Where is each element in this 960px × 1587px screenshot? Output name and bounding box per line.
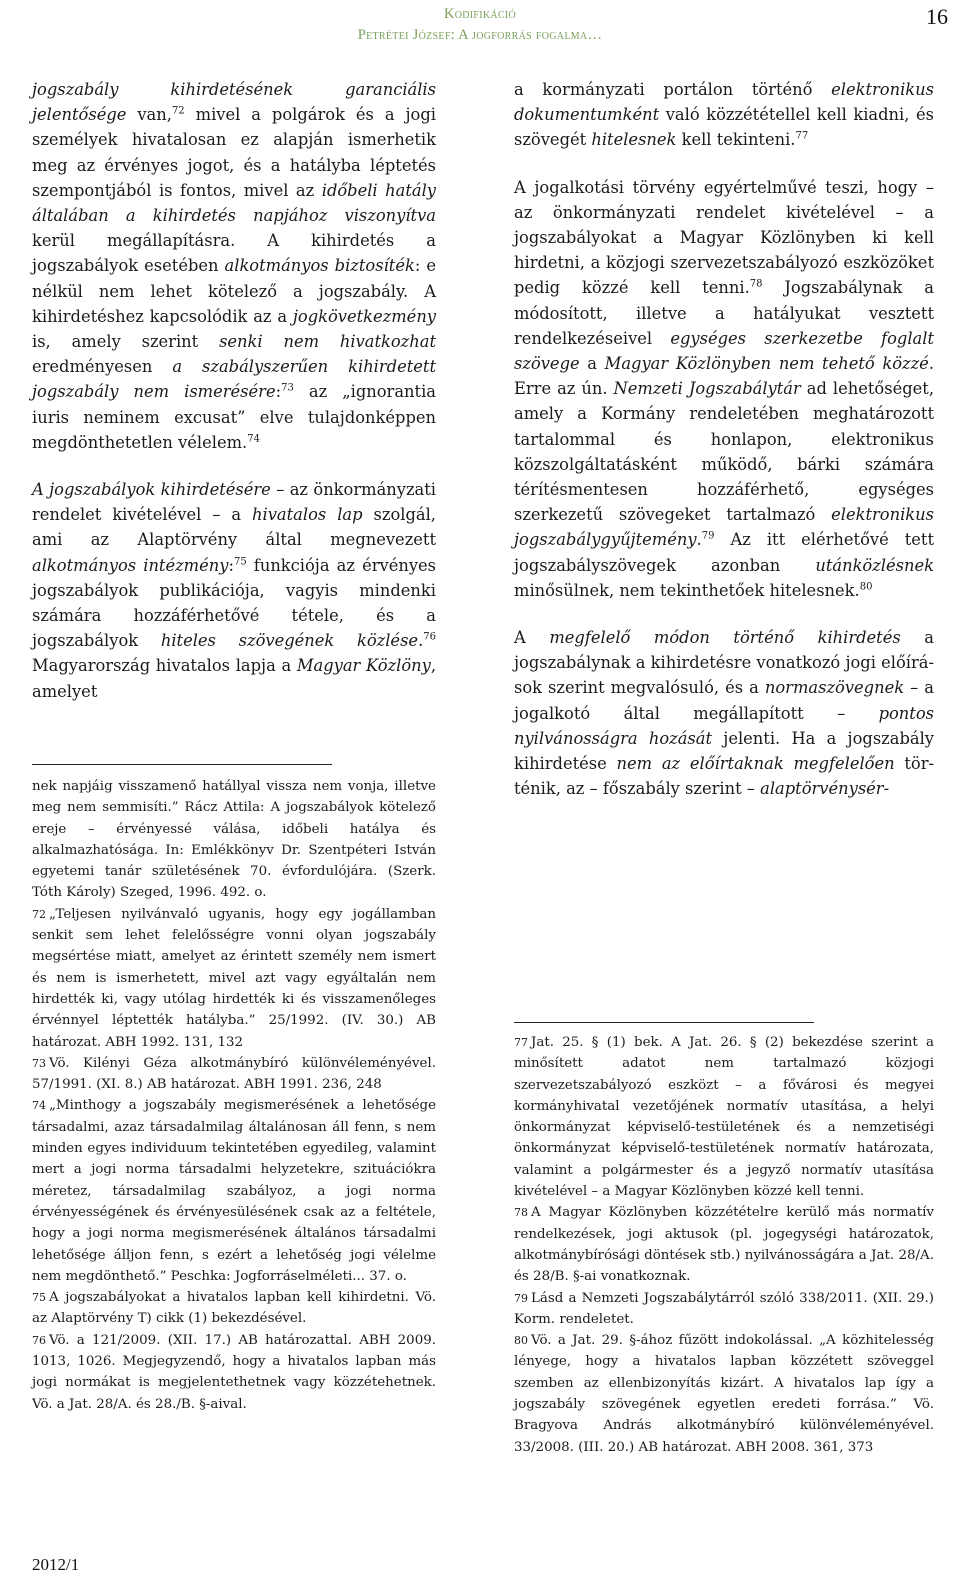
emphasis: alkotmányos biztosíték [224,256,415,276]
footnote [32,1287,436,1330]
emphasis: Magyar Közlönyben nem tehető közzé [604,354,929,374]
footnote [32,776,436,904]
emphasis: hivatalos lap [252,505,363,525]
text-run: való közzététellel kell kiadni, és szövegét [514,105,934,150]
text-run: Jogszabálynak a módosított, illetve a hatályukat vesztett rendelkezéseivel [514,278,934,348]
footnote-text: Vö. a Jat. 29. §-ához fűzött indokolással. „A közhitelesség lényege, hogy a hivatalos lapban közzétett szöveggel szemben az ellenbizonyítás kizárt. A hivatalos lap így a jogszabály szövegének egyetlen eredeti forrása.” Vö. Bragyova András alkotmánybíró különvéleményével. 33/2008. (III. 20.) AB határozat. ABH 2008. 361, 373 [514,1333,934,1455]
text-run: a kormányzati portálon történő [514,80,832,99]
text-run: : [275,382,282,402]
text-run: mivel a polgárok és a jogi személyek hivatalosan ez alapján ismerhetik meg az érvényes jogot, és a hatályba léptetés szempontjából is fontos, mivel az [32,105,436,200]
right-column [514,77,934,823]
footnote-number: 79 [514,1291,528,1305]
text-run: eredményesen [32,357,173,377]
emphasis: elektronikus jogszabálygyűjtemény [514,505,934,550]
text-run: a [579,354,605,374]
footnote-number: 75 [32,1291,46,1305]
journal-title: Kodifikáció [443,6,517,22]
emphasis: pontos nyilvánosságra hozását [514,703,934,748]
text-run: : e nélkül nem lehet kötelező a jogszabály. A kihirdetéshez kapcsolódik az a [32,256,436,326]
running-title: Petrétei József: A jogforrás fogalma… [357,27,603,43]
footnote-ref: 80 [859,581,873,593]
text-run: kerül megállapításra. A kihirdetés a jogszabályok esetében [32,231,436,276]
footnote-number: 76 [32,1333,46,1347]
footnote [32,904,436,1053]
footnote [32,1095,436,1287]
emphasis: jogszabály kihirdetésének garanciális jelentősége [32,80,436,125]
emphasis: a szabályszerűen kihirdetett jogszabály nem ismerésére [32,357,436,402]
left-column [32,77,436,726]
text-run: , amelyet [32,656,436,701]
footnote-number: 74 [32,1099,46,1113]
footnote [514,1330,934,1458]
footnote-number: 73 [32,1056,46,1070]
text-run: : [228,555,234,575]
footnote [514,1202,934,1287]
text-run: minősülnek, nem tekinthetőek hitelesnek. [514,580,860,600]
text-run: . Erre az ún. [514,354,934,399]
footnote [514,1032,934,1202]
footnote-ref: 74 [247,433,260,445]
emphasis: senki nem hivatkozhat [219,332,436,352]
emphasis: időbeli hatály általában a kihirdetés napjához viszonyítva [32,180,436,226]
footnotes-right [514,1032,934,1458]
footnote-separator [514,1022,814,1023]
footnote-number: 78 [514,1206,528,1220]
footnote-number: 77 [514,1036,528,1049]
footnote-text: Vö. Kilényi Géza alkotmánybíró különvéleményével. 57/1991. (XI. 8.) AB határozat. ABH 1991. 236, 248 [32,1055,436,1093]
text-run: ad lehetőséget, amely a Kormány rendeletében meghatározott tartalommal és honlapon, elektronikus közszolgáltatásként működő, bárki számára térítésmentesen hozzáférhető, egységes szerkezetű szövegeket tartalmazó [514,379,934,525]
footnote-ref: 78 [749,279,763,290]
paragraph [32,77,436,455]
running-header [300,4,660,46]
text-run: az „ignorantia iuris neminem excusat” elve tulajdonképpen megdönthetetlen vélelem. [32,382,436,452]
emphasis: A jogszabályok kihirdetésére [32,480,271,500]
emphasis: alkotmányos intézmény [32,555,229,575]
footnote [32,1330,436,1415]
emphasis: megfelelő módon történő kihirdetés [549,628,901,648]
footnote-text: nek napjáig visszamenő hatállyal vissza nem vonja, illetve meg nem semmisíti.” Rácz Attila: A jogszabályok kötelező ereje – érvényessé válása, időbeli hatálya és alkalmazhatósága. In: Emlékkönyv Dr. Szentpéteri István egyetemi tanár születésének 70. évfordulójára. (Szerk. Tóth Károly) Szeged, 1996. 492. o. [32,779,436,901]
text-run: – a jogalkotó által megállapított – [514,678,934,723]
emphasis: jogkövetkezmény [292,306,436,326]
text-run: a jogszabálynak a kihirdetésre vonatkozó jogi előírások szerint megvalósuló, és a [514,628,934,698]
text-run: A jogalkotási törvény egyértelművé teszi, hogy – az önkormányzati rendelet kivételével – a jogszabályokat a Magyar Közlönyben ki kell hirdetni, a közjogi szervezetszabályozó eszközöket pedig közzé kell tenni. [514,177,934,298]
footnote-text: Vö. a 121/2009. (XII. 17.) AB határozattal. ABH 2009. 1013, 1026. Megjegyzendő, hogy a hivatalos lapban más jogi normákat is megjelentethetnek vagy közzétehetnek. Vö. a Jat. 28/A. és 28./B. §-aival. [32,1332,436,1412]
text-run: történik, az – főszabály szerint – [514,754,934,799]
footnotes-left [32,776,436,1415]
emphasis: Nemzeti Jogszabálytár [613,379,801,399]
paragraph [514,175,934,603]
emphasis: utánközlésnek [815,555,934,575]
emphasis: hiteles szövegének közlése [160,631,419,651]
text-run: szolgál, ami az Alaptörvény által megnevezett [32,505,436,550]
text-run: jelenti. Ha a jogszabály kihirdetése [514,728,934,774]
emphasis: egységes szerkezetbe foglalt szövege [514,328,935,374]
issue-number: 2012/1 [32,1555,80,1574]
text-run: van, [126,105,172,125]
footnote-text: Lásd a Nemzeti Jogszabálytárról szóló 338/2011. (XII. 29.) Korm. rendeletet. [514,1290,934,1327]
text-run: . [696,530,702,550]
text-run: is, amely szerint [32,332,220,352]
text-run: funkciója az érvényes jogszabályok publikációja, vagyis mindenki számára hozzáférhetővé tétele, és a jogszabályok [32,555,437,651]
footnote-ref: 76 [423,631,436,643]
emphasis: Magyar Közlöny [296,656,431,676]
emphasis: elektronikus dokumentumként [514,80,934,125]
footnote-text: „Teljesen nyilvánvaló ugyanis, hogy egy jogállamban senkit sem lehet felelősségre vonni olyan jogszabály megsértése miatt, amelyet az érintett személy nem ismert és nem is ismerhetett, mivel azt vagy egyáltalán nem hirdették ki, vagy utólag hirdették ki és visszamenőleges érvénnyel léptették hatályba.” 25/1992. (IV. 30.) AB határozat. ABH 1992. 131, 132 [32,906,436,1050]
footnote-number: 80 [514,1334,528,1348]
footnote-text: Jat. 25. § (1) bek. A Jat. 26. § (2) bekezdése szerint a minősített adatot nem tartalmazó közjogi szervezetszabályozó eszközt – a fővárosi és megyei kormányhivatal vezetőjének normatív utasítása, a helyi önkormányzat képviselő-testületének és a nemzetiségi önkormányzat képviselő-testületének normatív határozata, valamint a polgármester és a jegyző normatív utasítása kivételével – a Magyar Közlönyben közzé kell tenni. [514,1035,934,1200]
text-run: kell tekinteni. [676,130,796,150]
text-run: – az önkormányzati rendelet kivételével – a [32,480,436,525]
text-run: . [418,631,424,651]
footnote-number: 72 [32,907,46,921]
footnote-ref: 75 [233,556,247,568]
footnote-ref: 72 [171,105,185,117]
emphasis: hitelesnek [591,130,677,150]
paragraph [514,77,934,153]
footnote-ref: 73 [281,383,294,395]
footnote-ref: 79 [701,531,715,543]
footnote-text: A Magyar Közlönyben közzétételre kerülő más normatív rendelkezések, jogi aktusok (pl. jogegységi határozatok, alkotmánybírósági döntések stb.) nyilvánosságára a Jat. 28/A. és 28/B. §-ai vonatkoznak. [514,1205,934,1285]
emphasis: alaptörvénysér- [760,779,890,799]
footnote-separator [32,764,332,765]
text-run: Magyarország hivatalos lapja a [32,656,297,676]
footnote-text: „Minthogy a jogszabály megismerésének a lehetősége társadalmi, azaz társadalmilag általánosan áll fenn, s nem minden egyes individuum tekintetében egyedileg, valamint mert a jogi norma társadalmi helyzetekre, szituációkra méretez, társadalmilag szabályoz, a jogi norma érvényességének és érvényesülésének csak az a feltétele, hogy a jogi norma megismerésének általános társadalmi lehetősége álljon fenn, s ezért a lehetőség jogi vélelme nem megdönthető.” Peschka: Jogforráselméleti... 37. o. [32,1098,436,1284]
footnote [514,1288,934,1331]
emphasis: normaszövegnek [764,678,905,698]
footnote-ref: 77 [795,130,809,142]
paragraph [32,477,436,704]
emphasis: nem az előírtaknak megfelelően [616,754,895,774]
page-number: 16 [926,4,948,29]
footnote [32,1053,436,1096]
paragraph [514,625,934,801]
text-run: A [514,628,550,648]
text-run: Az itt elérhetővé tett jogszabályszövegek azonban [514,530,934,575]
footnote-text: A jogszabályokat a hivatalos lapban kell kihirdetni. Vö. az Alaptörvény T) cikk (1) bekezdésével. [32,1290,436,1327]
